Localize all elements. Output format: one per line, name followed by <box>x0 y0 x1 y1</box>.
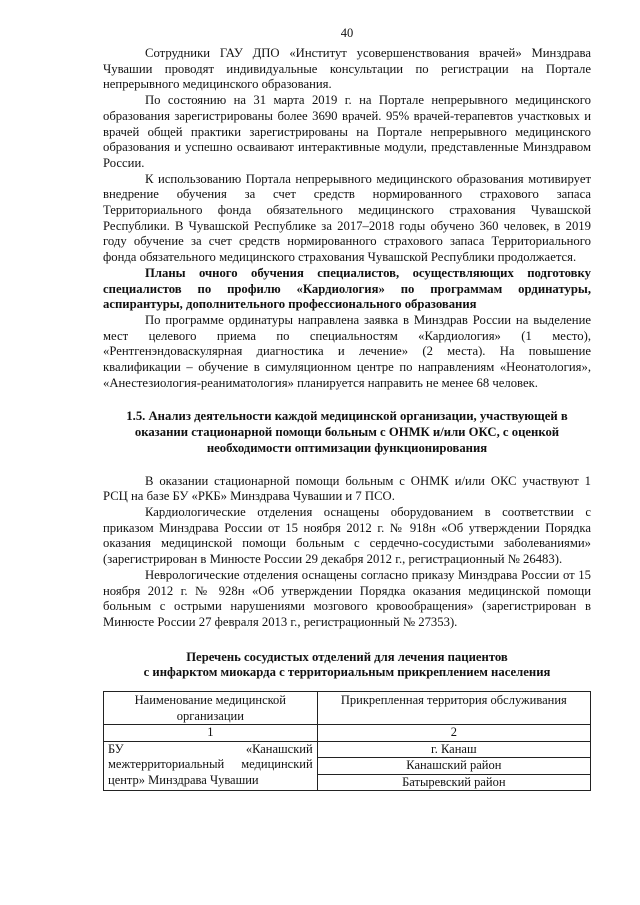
paragraph-inpatient-care: В оказании стационарной помощи больным с ОНМК и/или ОКС участвуют 1 РСЦ на базе БУ «РКБ» Минздрава Чувашии и 7 ПСО. <box>103 473 591 504</box>
section-heading: 1.5. Анализ деятельности каждой медицинской организации, участвующей в оказании стационарной помощи больным с ОНМК и/или ОКС, с оценкой необходимости оптимизации функционирования <box>126 409 568 455</box>
territory-cell: Канашский район <box>317 758 590 775</box>
paragraph-cardiology-departments: Кардиологические отделения оснащены оборудованием в соответствии с приказом Минздрава России от 15 ноября 2012 г. № 918н «Об утверждении Порядка оказания медицинской помощи больным с сердечно-сосудистыми заболеваниями» (зарегистрирован в Минюсте России 29 декабря 2012 г., регистрационный № 26483). <box>103 504 591 567</box>
organization-cell: БУ «Канашский межтерриториальный медицинский центр» Минздрава Чувашии <box>104 741 318 791</box>
column-number-2: 2 <box>317 725 590 742</box>
paragraph-training-plans-heading: Планы очного обучения специалистов, осуществляющих подготовку специалистов по профилю «Кардиология» по программам ординатуры, аспирантуры, дополнительного профессионального образования <box>103 265 591 312</box>
table-column-number-row <box>104 725 591 742</box>
column-number-1: 1 <box>104 725 318 742</box>
header-territory: Прикрепленная территория обслуживания <box>317 692 590 725</box>
vascular-departments-table <box>103 691 591 791</box>
document-page <box>103 26 591 791</box>
table-caption <box>103 650 591 681</box>
paragraph-registration-stats: По состоянию на 31 марта 2019 г. на Портале непрерывного медицинского образования зарегистрированы более 3690 врачей. 95% врачей-терапевтов участковых и врачей общей практики зарегистрированы на Портале непрерывного медицинского образования и успешно осваивают интерактивные модули, представленные Минздравом России. <box>103 93 591 170</box>
paragraph-consultations: Сотрудники ГАУ ДПО «Институт усовершенствования врачей» Минздрава Чувашии проводят индивидуальные консультации по регистрации на Портале непрерывного медицинского образования. <box>103 46 591 92</box>
territory-cell: Батыревский район <box>317 774 590 791</box>
paragraph-residency: По программе ординатуры направлена заявка в Минздрав России на выделение мест целевого приема по специальностям «Кардиология» (1 место), «Рентгенэндоваскулярная диагностика и лечение» (2 места). На повышение квалификации – обучение в симуляционном центре по направлениям «Неонатология», «Анестезиология-реаниматология» планируется направить не менее 68 человек. <box>103 312 591 390</box>
table-caption-line-1: Перечень сосудистых отделений для лечения пациентов <box>186 649 508 664</box>
header-organization: Наименование медицинской организации <box>104 692 318 725</box>
paragraph-neurology-departments: Неврологические отделения оснащены согласно приказу Минздрава России от 15 ноября 2012 г. № 928н «Об утверждении Порядка оказания медицинской помощи больным с острыми нарушениями мозгового кровообращения» (зарегистрирован в Минюсте России 27 февраля 2013 г., регистрационный № 27353). <box>103 567 591 629</box>
territory-cell: г. Канаш <box>317 741 590 758</box>
table-caption-line-2: с инфарктом миокарда с территориальным прикреплением населения <box>143 665 551 680</box>
table-row <box>104 741 591 758</box>
page-number: 40 <box>340 26 354 40</box>
table-header-row <box>104 692 591 725</box>
paragraph-motivation: К использованию Портала непрерывного медицинского образования мотивирует внедрение обучения за счет средств нормированного страхового запаса Территориального фонда обязательного медицинского страхования Чувашской Республики. В Чувашской Республике за 2017–2018 годы обучено 360 человек, в 2019 году обучение за счет средств нормированного страхового запаса Территориального фонда обязательного медицинского страхования Чувашской Республики продолжается. <box>103 171 591 265</box>
